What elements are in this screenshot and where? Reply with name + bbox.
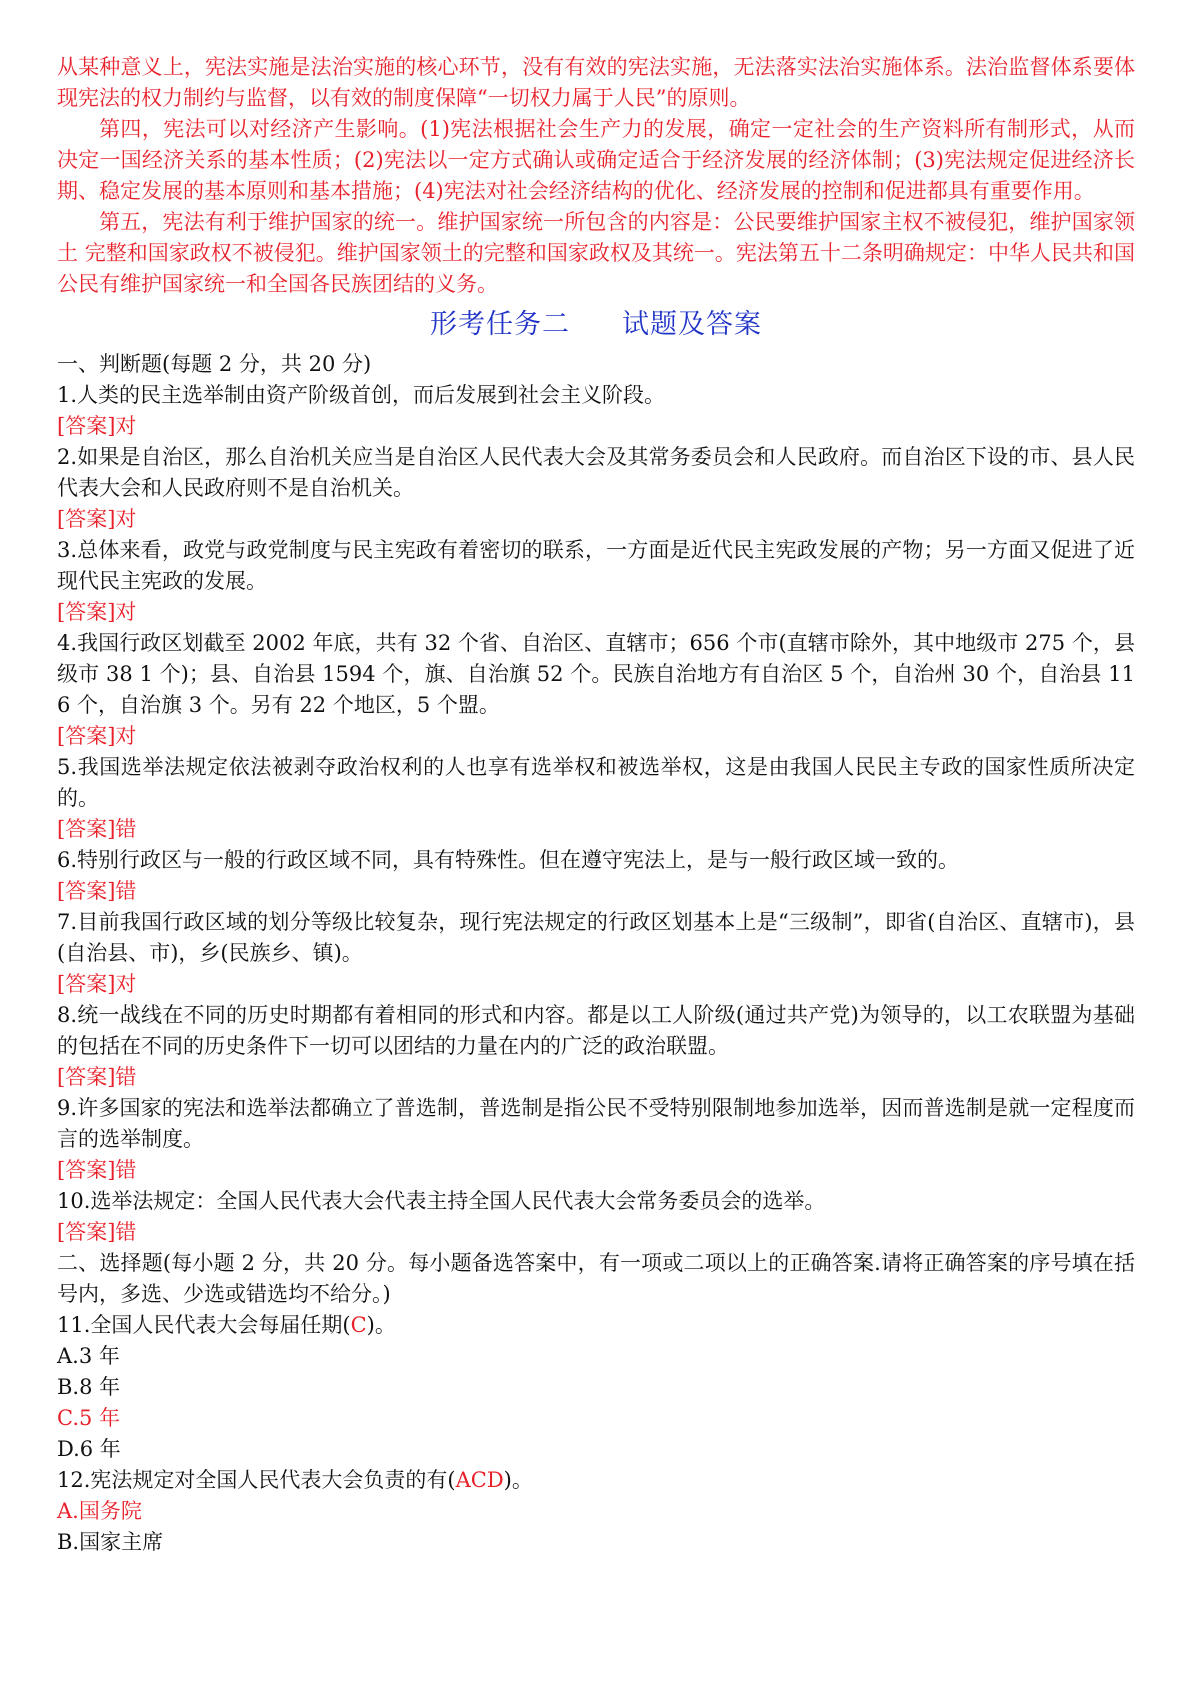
question-12 <box>57 1465 1135 1496</box>
question-1: 1.人类的民主选举制由资产阶级首创，而后发展到社会主义阶段。 <box>57 383 666 407</box>
answer-6: [答案]错 <box>57 879 137 903</box>
question-11-stem-end: )。 <box>366 1313 396 1337</box>
answer-4: [答案]对 <box>57 724 137 748</box>
question-11-option-c: C.5 年 <box>57 1406 121 1430</box>
title-left: 形考任务二 <box>430 309 570 340</box>
question-11-stem: 11.全国人民代表大会每届任期( <box>57 1313 351 1337</box>
question-9: 9.许多国家的宪法和选举法都确立了普选制，普选制是指公民不受特别限制地参加选举，因而普选制是就一定程度而言的选举制度。 <box>57 1096 1135 1151</box>
answer-8: [答案]错 <box>57 1065 137 1089</box>
answer-1: [答案]对 <box>57 414 137 438</box>
question-2: 2.如果是自治区，那么自治机关应当是自治区人民代表大会及其常务委员会和人民政府。而自治区下设的市、县人民代表大会和人民政府则不是自治机关。 <box>57 445 1135 500</box>
question-4: 4.我国行政区划截至 2002 年底，共有 32 个省、自治区、直辖市；656 个市(直辖市除外，其中地级市 275 个，县级市 38 1 个)；县、自治县 1594 个，旗、自治旗 52 个。民族自治地方有自治区 5 个，自治州 30 个，自治县 116 个，自治旗 3 个。另有 22 个地区，5 个盟。 <box>57 631 1135 717</box>
question-11-option-d: D.6 年 <box>57 1437 121 1461</box>
question-5: 5.我国选举法规定依法被剥夺政治权利的人也享有选举权和被选举权，这是由我国人民民主专政的国家性质所决定的。 <box>57 755 1135 810</box>
answer-7: [答案]对 <box>57 972 137 996</box>
section1-heading: 一、判断题(每题 2 分，共 20 分) <box>57 352 372 376</box>
answer-9: [答案]错 <box>57 1158 137 1182</box>
question-11-answer: C <box>350 1313 367 1337</box>
question-10: 10.选举法规定：全国人民代表大会代表主持全国人民代表大会常务委员会的选举。 <box>57 1189 826 1213</box>
answer-2: [答案]对 <box>57 507 137 531</box>
question-8: 8.统一战线在不同的历史时期都有着相同的形式和内容。都是以工人阶级(通过共产党)为领导的，以工农联盟为基础的包括在不同的历史条件下一切可以团结的力量在内的广泛的政治联盟。 <box>57 1003 1135 1058</box>
intro-paragraph-1: 从某种意义上，宪法实施是法治实施的核心环节，没有有效的宪法实施，无法落实法治实施体系。法治监督体系要体现宪法的权力制约与监督，以有效的制度保障“一切权力属于人民”的原则。 <box>57 55 1135 110</box>
question-11-option-a: A.3 年 <box>57 1344 120 1368</box>
question-7: 7.目前我国行政区域的划分等级比较复杂，现行宪法规定的行政区划基本上是“三级制”，即省(自治区、直辖市)，县(自治县、市)，乡(民族乡、镇)。 <box>57 910 1135 965</box>
question-3: 3.总体来看，政党与政党制度与民主宪政有着密切的联系，一方面是近代民主宪政发展的产物；另一方面又促进了近现代民主宪政的发展。 <box>57 538 1135 593</box>
section2-heading: 二、选择题(每小题 2 分，共 20 分。每小题备选答案中，有一项或二项以上的正确答案.请将正确答案的序号填在括号内，多选、少选或错选均不给分。) <box>57 1251 1135 1306</box>
answer-5: [答案]错 <box>57 817 137 841</box>
question-6: 6.特别行政区与一般的行政区域不同，具有特殊性。但在遵守宪法上，是与一般行政区域一致的。 <box>57 848 960 872</box>
document-page <box>57 52 1135 1558</box>
answer-3: [答案]对 <box>57 600 137 624</box>
question-12-stem: 12.宪法规定对全国人民代表大会负责的有( <box>57 1468 456 1492</box>
question-12-stem-end: )。 <box>503 1468 533 1492</box>
question-11-option-b: B.8 年 <box>57 1375 121 1399</box>
question-12-answer: ACD <box>455 1468 504 1492</box>
page-title <box>57 305 1135 345</box>
question-11 <box>57 1310 1135 1341</box>
title-right: 试题及答案 <box>622 309 762 340</box>
intro-paragraph-3: 第五，宪法有利于维护国家的统一。维护国家统一所包含的内容是：公民要维护国家主权不被侵犯，维护国家领土 完整和国家政权不被侵犯。维护国家领土的完整和国家政权及其统一。宪法第五十二条明确规定：中华人民共和国公民有维护国家统一和全国各民族团结的义务。 <box>57 210 1135 296</box>
question-12-option-a: A.国务院 <box>57 1499 142 1523</box>
intro-paragraph-2: 第四，宪法可以对经济产生影响。(1)宪法根据社会生产力的发展，确定一定社会的生产资料所有制形式，从而决定一国经济关系的基本性质；(2)宪法以一定方式确认或确定适合于经济发展的经济体制；(3)宪法规定促进经济长期、稳定发展的基本原则和基本措施；(4)宪法对社会经济结构的优化、经济发展的控制和促进都具有重要作用。 <box>57 117 1135 203</box>
question-12-option-b: B.国家主席 <box>57 1530 164 1554</box>
answer-10: [答案]错 <box>57 1220 137 1244</box>
